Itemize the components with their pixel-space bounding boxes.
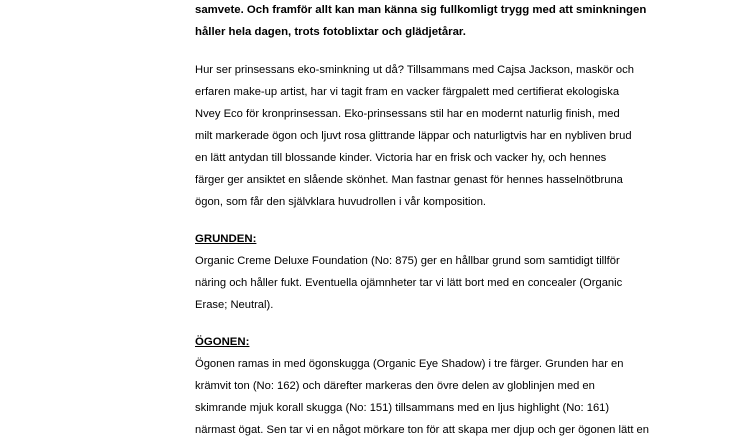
section-ogonen <box>195 331 695 441</box>
section-grunden <box>195 228 695 316</box>
body-line: Hur ser prinsessans eko-sminkning ut då? Tillsammans med Cajsa Jackson, maskör och <box>195 64 634 76</box>
section-line: Organic Creme Deluxe Foundation (No: 875) ger en hållbar grund som samtidigt tillför <box>195 255 620 267</box>
section-paragraph <box>195 250 695 316</box>
intro-line: håller hela dagen, trots fotoblixtar och glädjetårar. <box>195 26 466 38</box>
section-line: krämvit ton (No: 162) och därefter markeras den övre delen av globlinjen med en <box>195 380 595 392</box>
section-heading: ÖGONEN: <box>195 336 250 348</box>
section-line: Erase; Neutral). <box>195 299 274 311</box>
text-column <box>195 0 695 441</box>
body-line: ögon, som får den självklara huvudrollen i vår komposition. <box>195 196 487 208</box>
body-line: en lätt antydan till blossande kinder. Victoria har en frisk och vacker hy, och hennes <box>195 152 607 164</box>
body-line: Nvey Eco för kronprinsessan. Eko-prinsessans stil har en modernt naturlig finish, med <box>195 108 620 120</box>
section-heading: GRUNDEN: <box>195 233 257 245</box>
body-paragraph <box>195 59 695 213</box>
section-line: närmast ögat. Sen tar vi en något mörkare ton för att skapa mer djup och ger ögonen lätt en <box>195 424 649 436</box>
section-line: Ögonen ramas in med ögonskugga (Organic Eye Shadow) i tre färger. Grunden har en <box>195 358 624 370</box>
section-line: näring och håller fukt. Eventuella ojämnheter tar vi lätt bort med en concealer (Organic <box>195 277 623 289</box>
section-paragraph <box>195 353 695 441</box>
body-line: erfaren make-up artist, har vi tagit fram en vacker färgpalett med certifierat ekologiska <box>195 86 620 98</box>
intro-paragraph <box>195 0 695 43</box>
body-line: milt markerade ögon och ljuvt rosa glittrande läppar och naturligtvis har en nybliven brud <box>195 130 632 142</box>
intro-line: samvete. Och framför allt kan man känna sig fullkomligt trygg med att sminkningen <box>195 4 647 16</box>
body-line: färger ger ansiktet en slående skönhet. Man fastnar genast för hennes hasselnötbruna <box>195 174 623 186</box>
section-line: skimrande mjuk korall skugga (No: 151) tillsammans med en ljus highlight (No: 161) <box>195 402 610 414</box>
